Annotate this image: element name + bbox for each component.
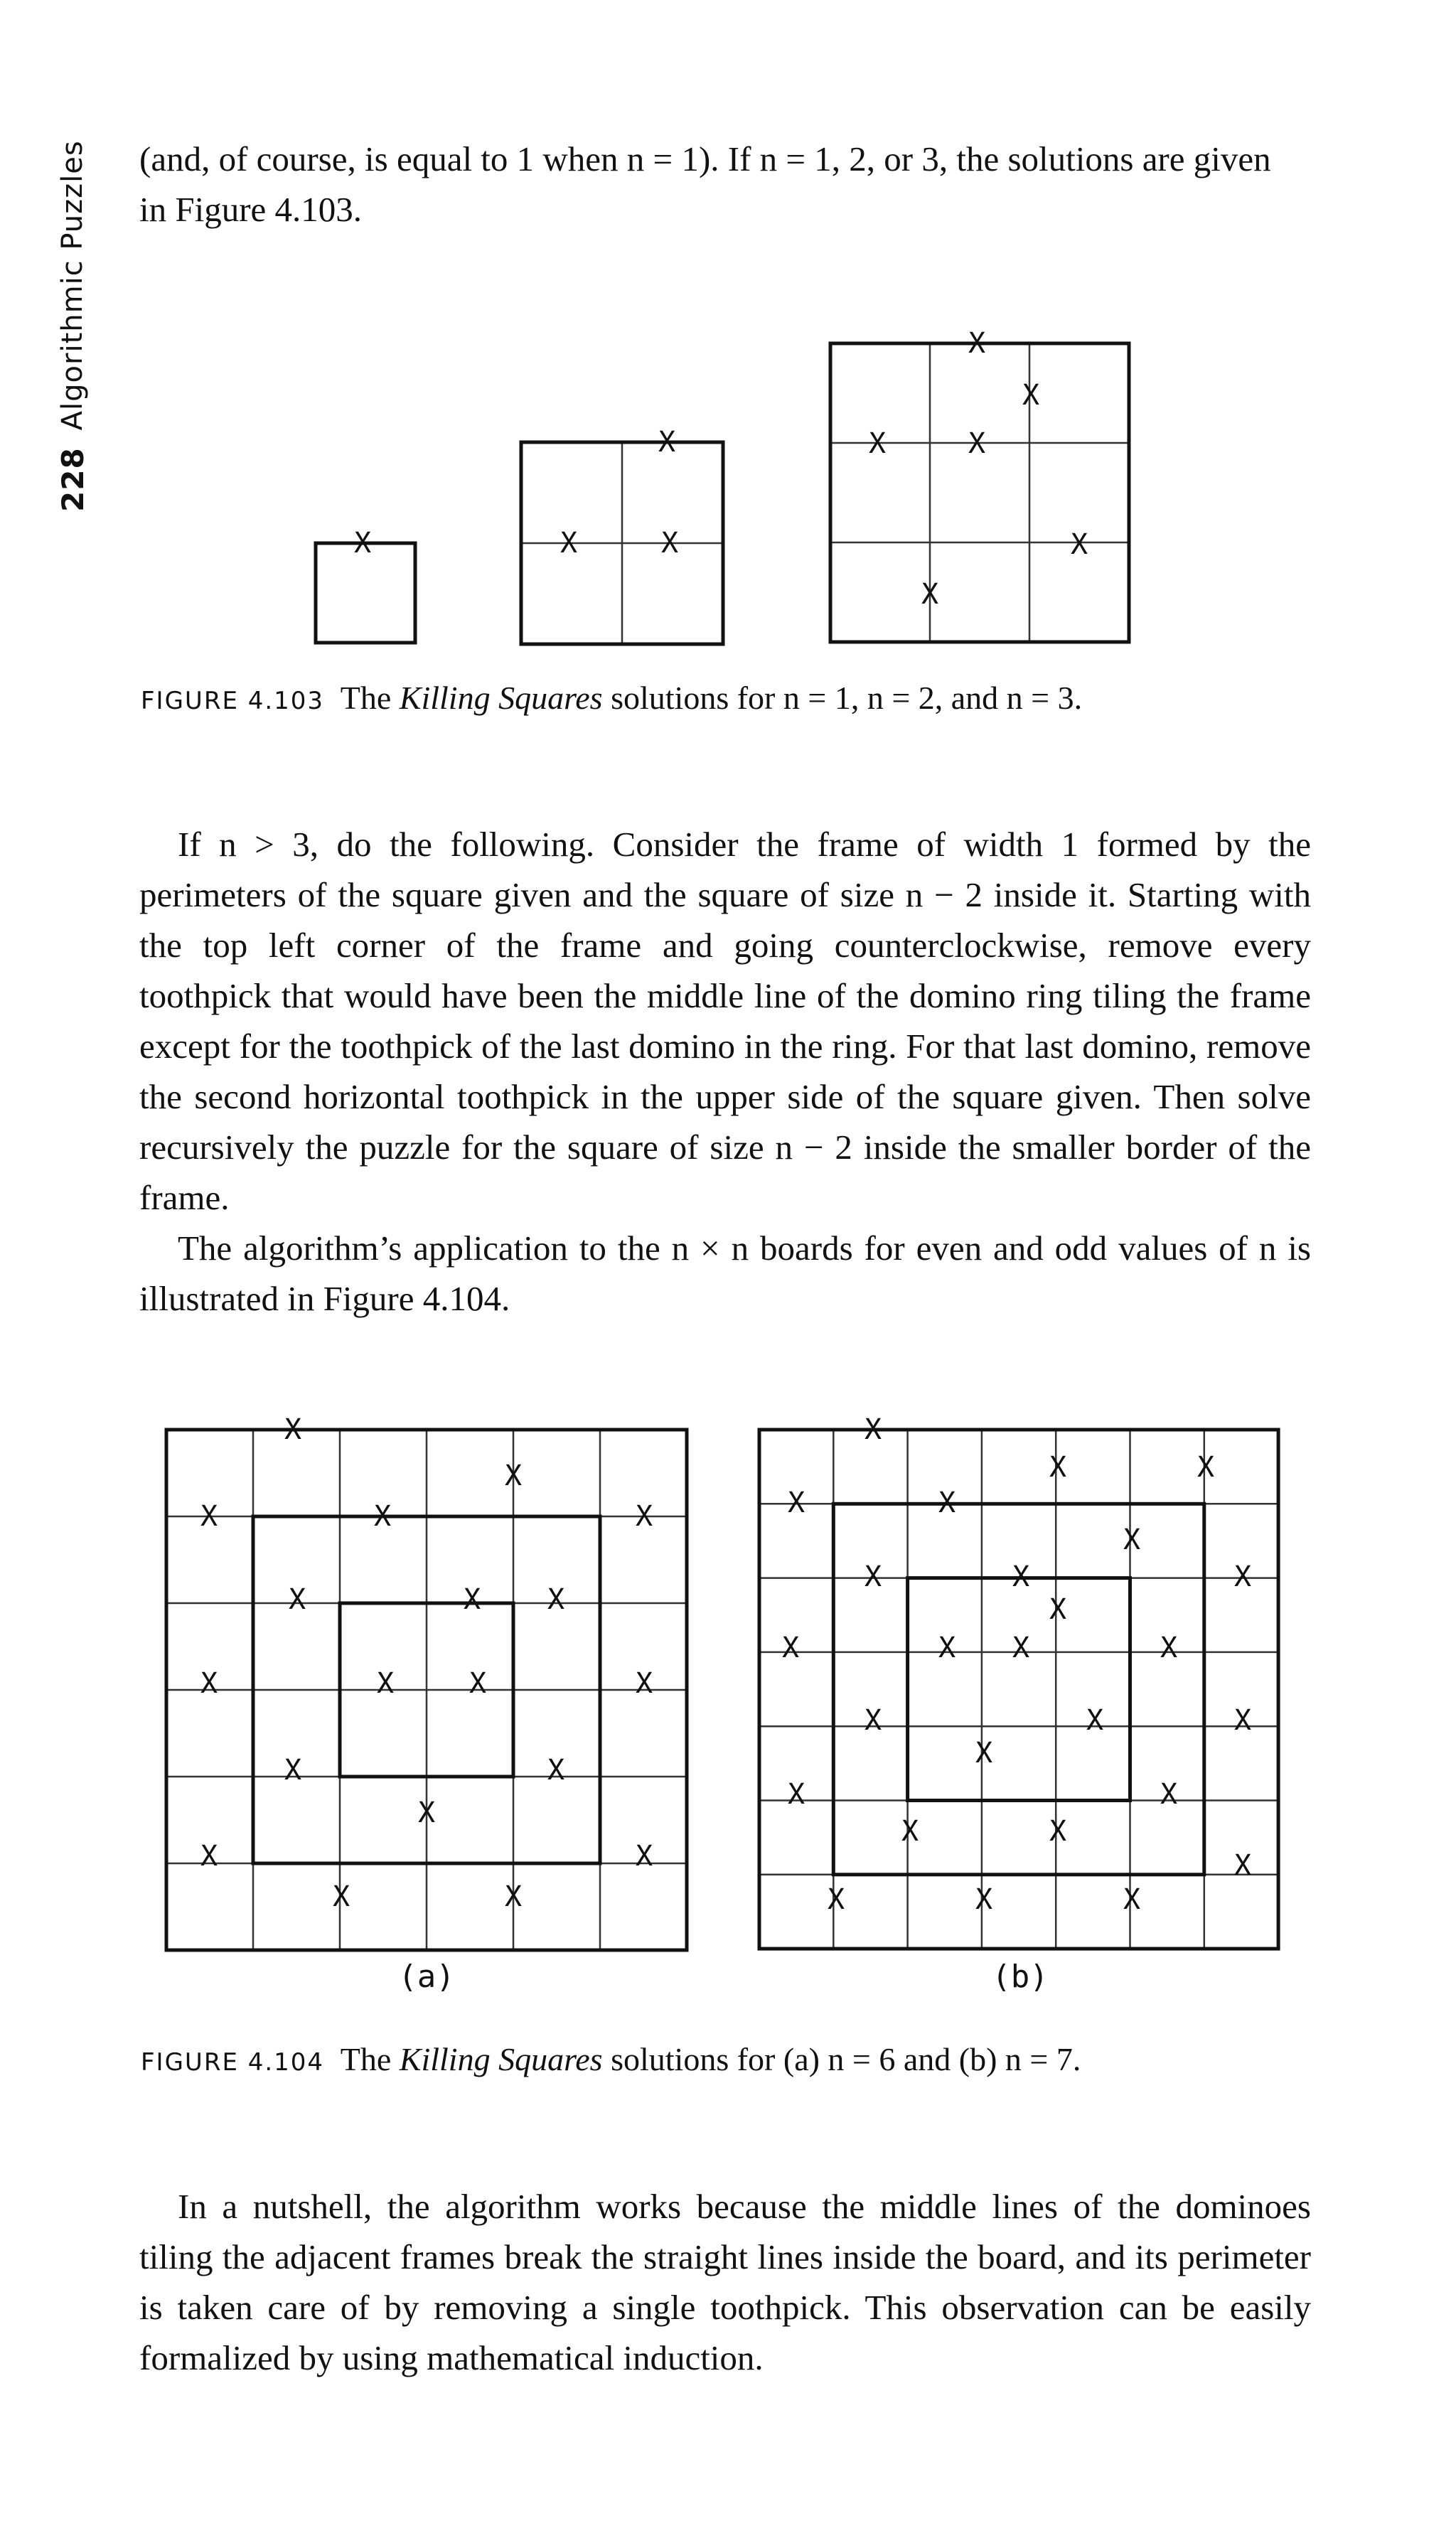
removed-toothpick-mark: X: [1049, 1593, 1067, 1626]
removed-toothpick-mark: X: [373, 1500, 392, 1533]
removed-toothpick-mark: X: [353, 527, 372, 560]
board-n7-inner-frame-1: [833, 1504, 1204, 1875]
removed-toothpick-mark: X: [1049, 1451, 1067, 1484]
paragraph-2: If n > 3, do the following. Consider the frame of width 1 formed by the perimeters of the square given and the square of size n − 2 inside it. Starting with the top left corner of the frame and going counterclockwise, remove every toothpick that would have been the middle line of the domino ring tiling the frame except for the toothpick of the last domino in the ring. For that last domino, remove the second horizontal toothpick in the upper side of the square given. Then solve recursively the puzzle for the square of size n − 2 inside the smaller border of the frame.: [139, 825, 1311, 1217]
removed-toothpick-mark: X: [1086, 1704, 1104, 1737]
removed-toothpick-mark: X: [635, 1840, 653, 1873]
removed-toothpick-mark: X: [868, 427, 887, 460]
removed-toothpick-mark: X: [504, 1880, 523, 1913]
removed-toothpick-mark: X: [658, 426, 676, 459]
removed-toothpick-mark: X: [469, 1667, 487, 1700]
board-n7-inner-frame-2: [908, 1578, 1130, 1801]
figure-103-caption-italic: Killing Squares: [399, 680, 603, 716]
removed-toothpick-mark: X: [376, 1667, 395, 1700]
removed-toothpick-mark: X: [864, 1704, 882, 1737]
removed-toothpick-mark: X: [1012, 1560, 1030, 1593]
removed-toothpick-mark: X: [1197, 1451, 1215, 1484]
figure-103-caption-post: solutions for n = 1, n = 2, and n = 3.: [602, 680, 1083, 716]
removed-toothpick-mark: X: [1233, 1704, 1252, 1737]
removed-toothpick-mark: X: [968, 327, 986, 360]
removed-toothpick-mark: X: [635, 1667, 653, 1700]
figure-103-caption: [141, 679, 1082, 717]
figure-103-caption-pre: The: [340, 680, 400, 716]
removed-toothpick-mark: X: [288, 1583, 306, 1616]
removed-toothpick-mark: X: [864, 1560, 882, 1593]
removed-toothpick-mark: X: [284, 1754, 302, 1787]
removed-toothpick-mark: X: [200, 1840, 218, 1873]
removed-toothpick-mark: X: [781, 1632, 800, 1664]
removed-toothpick-mark: X: [787, 1778, 805, 1811]
paragraph-3: The algorithm’s application to the n × n boards for even and odd values of n is illustrated in Figure 4.104.: [139, 1228, 1311, 1318]
removed-toothpick-mark: X: [975, 1883, 993, 1916]
removed-toothpick-mark: X: [938, 1487, 956, 1519]
removed-toothpick-mark: X: [864, 1413, 882, 1446]
figure-104-caption-pre: The: [340, 2041, 400, 2077]
removed-toothpick-mark: X: [1123, 1883, 1141, 1916]
removed-toothpick-mark: X: [1012, 1632, 1030, 1664]
board-n3-border: [830, 343, 1129, 642]
top-paragraph-line-2: in Figure 4.103.: [139, 190, 363, 229]
paragraph-4: In a nutshell, the algorithm works because the middle lines of the dominoes tiling the adjacent frames break the straight lines inside the board, and its perimeter is taken care of by removing a single toothpick. This observation can be easily formalized by using mathematical induction.: [139, 2187, 1311, 2377]
top-paragraph-line-1: (and, of course, is equal to 1 when n = 1). If n = 1, 2, or 3, the solutions are given: [139, 139, 1271, 178]
removed-toothpick-mark: X: [463, 1583, 481, 1616]
figure-103-label: FIGURE 4.103: [141, 687, 325, 715]
removed-toothpick-mark: X: [827, 1883, 845, 1916]
removed-toothpick-mark: X: [1233, 1560, 1252, 1593]
removed-toothpick-mark: X: [332, 1880, 350, 1913]
page-number: 228: [55, 447, 90, 512]
removed-toothpick-mark: X: [938, 1632, 956, 1664]
removed-toothpick-mark: X: [660, 527, 679, 560]
removed-toothpick-mark: X: [200, 1500, 218, 1533]
removed-toothpick-mark: X: [417, 1797, 436, 1829]
removed-toothpick-mark: X: [921, 578, 939, 611]
figure-104-caption-post: solutions for (a) n = 6 and (b) n = 7.: [602, 2041, 1081, 2077]
running-head-title: Algorithmic Puzzles: [56, 140, 89, 431]
removed-toothpick-mark: X: [787, 1487, 805, 1519]
removed-toothpick-mark: X: [560, 527, 578, 560]
removed-toothpick-mark: X: [504, 1460, 523, 1492]
figure-104-caption-italic: Killing Squares: [399, 2041, 603, 2077]
removed-toothpick-mark: X: [1160, 1778, 1178, 1811]
removed-toothpick-mark: X: [1160, 1632, 1178, 1664]
removed-toothpick-mark: X: [200, 1667, 218, 1700]
removed-toothpick-mark: X: [975, 1737, 993, 1770]
figure-4-104-drawing: [166, 1413, 1278, 1950]
removed-toothpick-mark: X: [1049, 1815, 1067, 1848]
removed-toothpick-mark: X: [1022, 379, 1040, 412]
removed-toothpick-mark: X: [284, 1413, 302, 1446]
board-n7-border: [759, 1430, 1278, 1949]
figure-104-label: FIGURE 4.104: [141, 2048, 325, 2077]
figure-4-103-drawing: [316, 327, 1129, 644]
removed-toothpick-mark: X: [547, 1754, 565, 1787]
removed-toothpick-mark: X: [1233, 1849, 1252, 1882]
removed-toothpick-mark: X: [901, 1815, 919, 1848]
figure-104-sublabel-b: (b): [992, 1959, 1049, 1995]
removed-toothpick-mark: X: [635, 1500, 653, 1533]
removed-toothpick-mark: X: [968, 427, 986, 460]
figure-104-sublabel-a: (a): [398, 1959, 455, 1995]
removed-toothpick-mark: X: [547, 1583, 565, 1616]
removed-toothpick-mark: X: [1123, 1524, 1141, 1556]
removed-toothpick-mark: X: [1070, 528, 1088, 561]
figure-104-caption: [141, 2040, 1081, 2078]
